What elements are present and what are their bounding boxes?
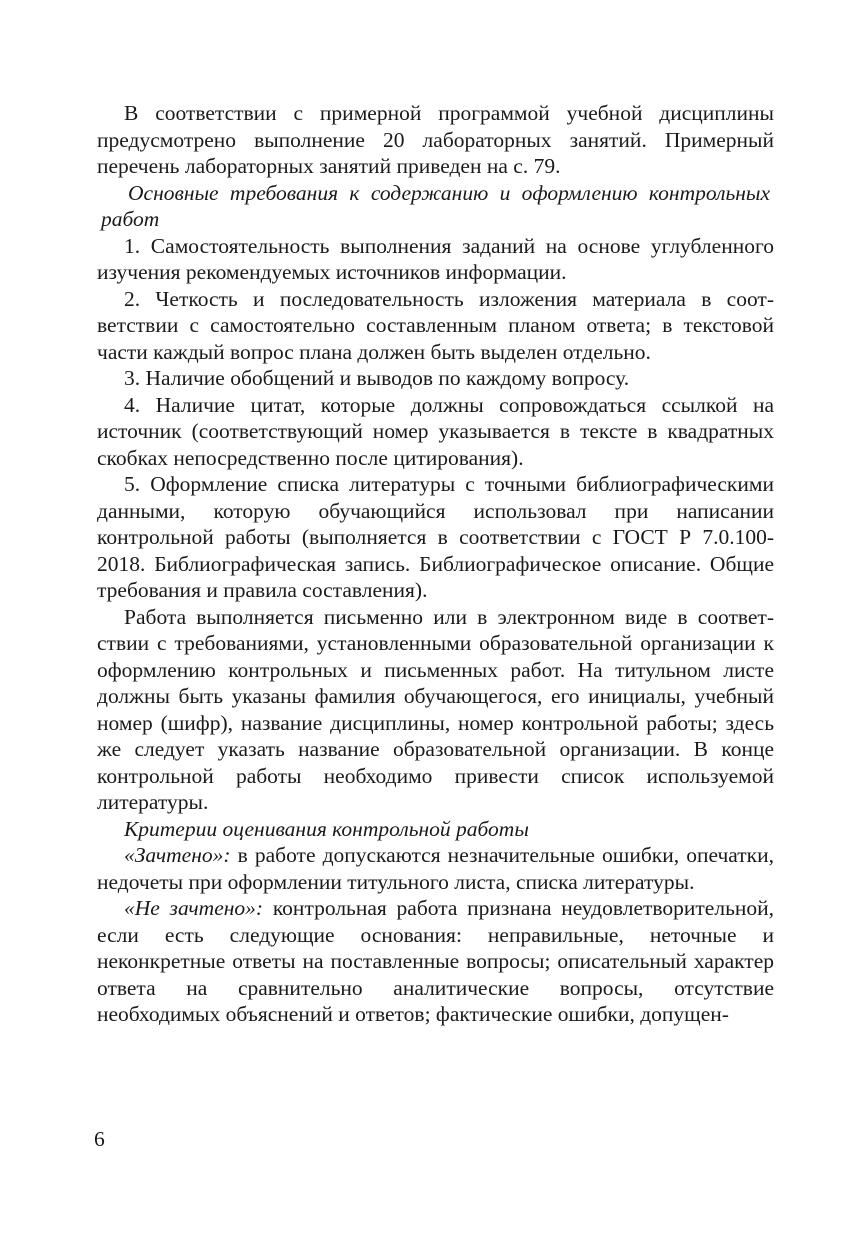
intro-paragraph: В соответствии с примерной программой учебной дисциплины предусмотрено выполнение 20 лабораторных занятий. Примерный перечень лабораторных занятий приведен на с. 79. [97, 101, 774, 178]
section-heading-requirements: Основные требования к содержанию и оформлению контрольных работ [101, 180, 770, 231]
page-number: 6 [94, 1127, 105, 1151]
criterion-failed [97, 895, 774, 1028]
requirement-item-2: 2. Четкость и последовательность изложения материала в соответствии с самостоятельно составленным планом ответа; в текстовой части каждый вопрос плана должен быть выделен отдельно. [97, 286, 774, 364]
section-heading-criteria: Критерии оценивания контрольной работы [124, 816, 529, 841]
requirement-item-3: 3. Наличие обобщений и выводов по каждому вопросу. [124, 366, 630, 390]
criterion-passed [97, 842, 774, 895]
criterion-failed-text: контрольная работа признана неудовлетворительной, если есть следующие основания: неправильные, неточные и неконкретные ответы на поставленные вопросы; описательный характер ответа на сравнительно аналитические вопросы, отсутствие необходимых объяснений и ответов; фактические ошибки, допущен- [97, 896, 775, 1026]
requirements-note-paragraph: Работа выполняется письменно или в электронном виде в соответствии с требованиями, установленными образовательной организации к оформлению контрольных и письменных работ. На титульном листе должны быть указаны фамилия обучающегося, его инициалы, учебный номер (шифр), название дисциплины, номер контрольной работы; здесь же следует указать название образовательной организации. В конце контрольной работы необходимо привести список используемой литературы. [97, 604, 774, 814]
requirement-item-5: 5. Оформление списка литературы с точными библиографическими данными, которую обучающийся использовал при написании контрольной работы (выполняется в соответствии с ГОСТ Р 7.0.100-2018. Библиографическая запись. Библиографическое описание. Общие требования и правила составления). [97, 472, 774, 602]
requirement-item-4: 4. Наличие цитат, которые должны сопровождаться ссылкой на источник (соответствующий номер указывается в тексте в квадратных скобках непосредственно после цитирования). [97, 392, 774, 470]
page-body [97, 100, 774, 1028]
criterion-passed-text: в работе допускаются незначительные ошибки, опечатки, недочеты при оформлении титульного листа, списка литературы. [97, 843, 774, 894]
criterion-failed-label: «Не зачтено»: [124, 896, 264, 920]
criterion-passed-label: «Зачтено»: [124, 843, 231, 867]
requirement-item-1: 1. Самостоятельность выполнения заданий на основе углубленного изучения рекомендуемых источников информации. [97, 233, 774, 284]
